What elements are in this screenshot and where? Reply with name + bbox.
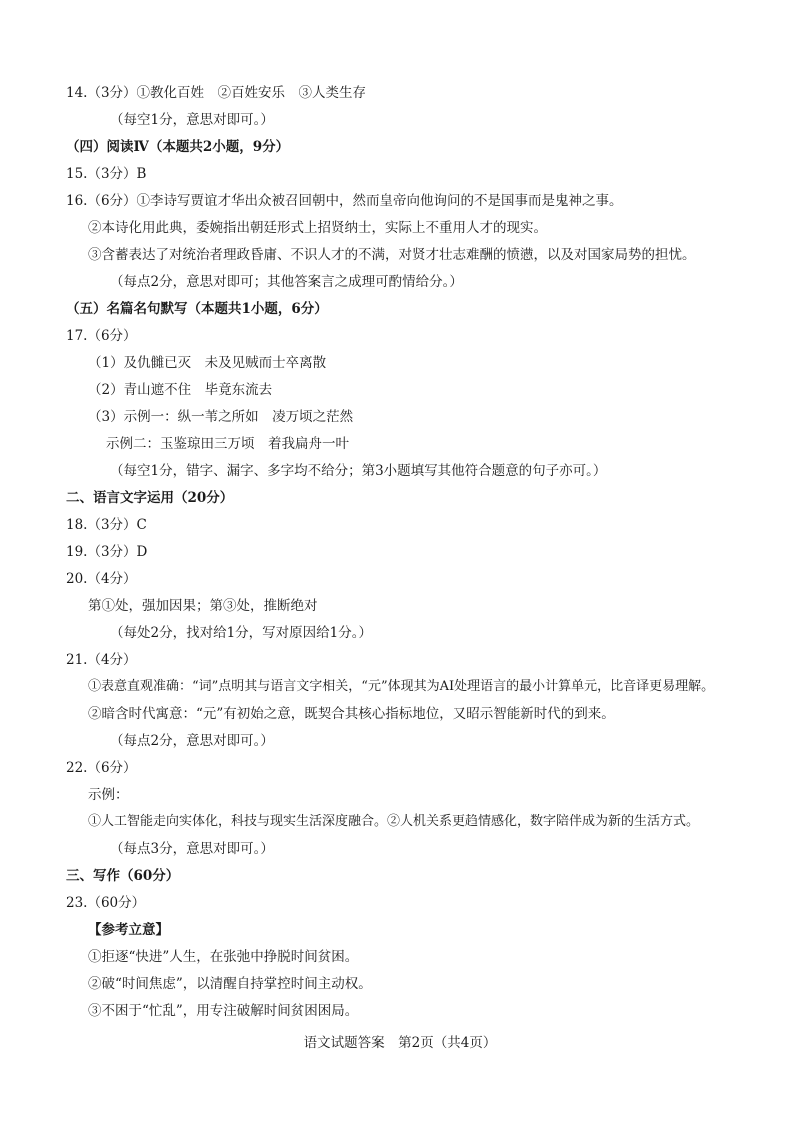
page-footer: 语文试题答案 第2页（共4页） bbox=[303, 1035, 497, 1051]
q21-answer-point-1: ①表意直观准确：“词”点明其与语言文字相关，“元”体现其为AI处理语言的最小计算单元，比音译更易理解。 bbox=[88, 679, 715, 694]
q17-scoring-note: （每空1分，错字、漏字、多字均不给分；第3小题填写其他符合题意的句子亦可。） bbox=[110, 463, 607, 479]
q18-answer: 18.（3分）C bbox=[66, 517, 147, 533]
q22-scoring-note: （每点3分，意思对即可。） bbox=[110, 841, 274, 857]
q17-answer-3-example-1: （3）示例一：纵一苇之所如 凌万顷之茫然 bbox=[88, 409, 354, 425]
q23-reference-point-3: ③不困于“忙乱”，用专注破解时间贫困困局。 bbox=[88, 1003, 359, 1019]
q21-answer-point-2: ②暗含时代寓意：“元”有初始之意，既契合其核心指标地位，又昭示智能新时代的到来。 bbox=[88, 706, 615, 722]
q17-answer-2: （2）青山遮不住 毕竟东流去 bbox=[88, 382, 273, 398]
q21-heading: 21.（4分） bbox=[66, 652, 137, 668]
q16-scoring-note: （每点2分，意思对即可；其他答案言之成理可酌情给分。） bbox=[110, 274, 463, 290]
q20-scoring-note: （每处2分，找对给1分，写对原因给1分。） bbox=[110, 625, 373, 641]
q22-answer: ①人工智能走向实体化，科技与现实生活深度融合。②人机关系更趋情感化，数字陪伴成为新的生活方式。 bbox=[88, 814, 700, 829]
q17-answer-3-example-2: 示例二：玉鉴琼田三万顷 着我扁舟一叶 bbox=[106, 436, 349, 452]
section-recitation-heading: （五）名篇名句默写（本题共1小题，6分） bbox=[66, 301, 328, 317]
q23-heading: 23.（60分） bbox=[66, 895, 146, 911]
section-language-use-heading: 二、语言文字运用（20分） bbox=[66, 490, 234, 506]
section-reading-4-heading: （四）阅读Ⅳ（本题共2小题，9分） bbox=[66, 139, 290, 155]
q16-answer-point-2: ②本诗化用此典，委婉指出朝廷形式上招贤纳士，实际上不重用人才的现实。 bbox=[88, 220, 547, 236]
q15-answer: 15.（3分）B bbox=[66, 166, 147, 182]
q16-answer-point-1: 16.（6分）①李诗写贾谊才华出众被召回朝中，然而皇帝向他询问的不是国事而是鬼神之事。 bbox=[66, 193, 623, 209]
q21-scoring-note: （每点2分，意思对即可。） bbox=[110, 733, 274, 749]
section-writing-heading: 三、写作（60分） bbox=[66, 868, 180, 884]
q17-heading: 17.（6分） bbox=[66, 328, 137, 344]
q16-answer-point-3: ③含蓄表达了对统治者理政昏庸、不识人才的不满，对贤才壮志难酬的愤懑，以及对国家局势的担忧。 bbox=[88, 247, 696, 263]
q17-answer-1: （1）及仇雠已灭 未及见贼而士卒离散 bbox=[88, 355, 327, 371]
q20-heading: 20.（4分） bbox=[66, 571, 137, 587]
q14-scoring-note: （每空1分，意思对即可。） bbox=[110, 112, 274, 128]
q22-heading: 22.（6分） bbox=[66, 760, 137, 776]
q20-answer: 第①处，强加因果；第③处，推断绝对 bbox=[88, 598, 318, 614]
q19-answer: 19.（3分）D bbox=[66, 544, 148, 560]
q23-reference-point-1: ①拒逐“快进”人生，在张弛中挣脱时间贫困。 bbox=[88, 949, 359, 965]
q23-reference-point-2: ②破“时间焦虑”，以清醒自持掌控时间主动权。 bbox=[88, 976, 372, 992]
q23-reference-heading: 【参考立意】 bbox=[88, 922, 169, 938]
q22-example-label: 示例： bbox=[88, 787, 129, 803]
q14-answer: 14.（3分）①教化百姓 ②百姓安乐 ③人类生存 bbox=[66, 85, 367, 101]
